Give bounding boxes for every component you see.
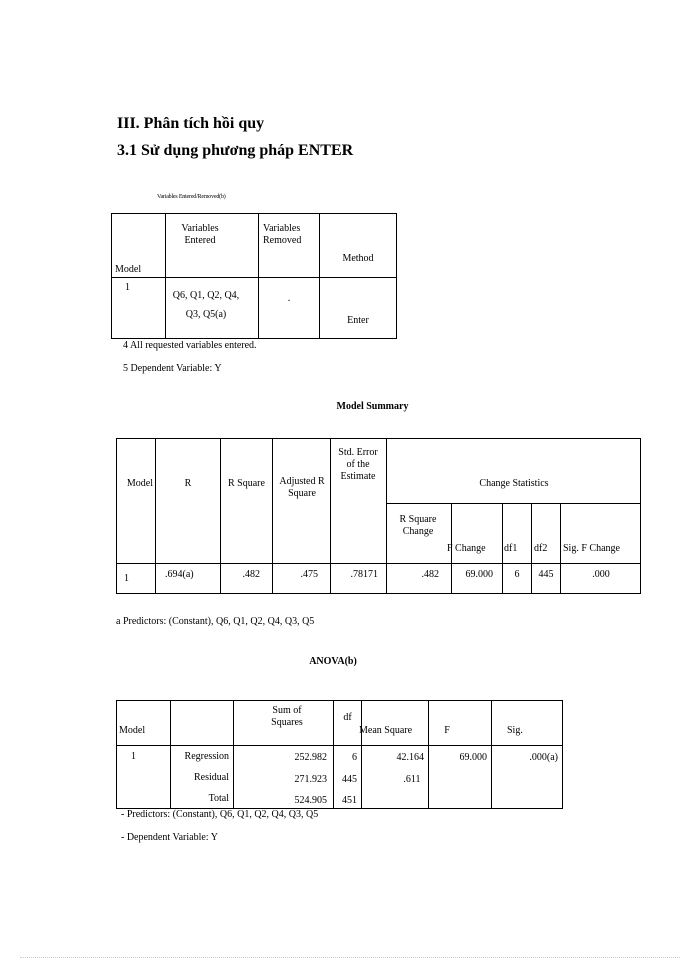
anova-row-label: Residual <box>194 772 229 783</box>
anova-header-sig: Sig. <box>507 725 523 736</box>
ms-cell-r: .694(a) <box>165 569 194 580</box>
anova-header-df: df <box>343 712 352 723</box>
page-footer-divider <box>20 957 680 958</box>
model-summary-title: Model Summary <box>336 401 409 412</box>
method-heading: 3.1 Sử dụng phương pháp ENTER <box>117 142 354 159</box>
vt-header-removed: Variables Removed <box>263 223 302 246</box>
ms-header-r-square-change: R Square Change <box>399 514 437 537</box>
anova-note-2: - Dependent Variable: Y <box>121 832 218 843</box>
variables-table-title: Variables Entered/Removed(b) <box>157 194 226 200</box>
ms-cell-adj-r-square: .475 <box>300 569 318 580</box>
ms-cell-df2: 445 <box>538 569 554 580</box>
anova-cell-sum-squares: 271.923 <box>294 774 327 785</box>
ms-header-r-square: R Square <box>228 478 265 489</box>
anova-cell-df: 445 <box>342 774 357 785</box>
anova-note-1: - Predictors: (Constant), Q6, Q1, Q2, Q4, Q3, Q5 <box>121 809 319 820</box>
anova-cell-mean-square: .611 <box>403 774 421 785</box>
anova-header-f: F <box>444 725 450 736</box>
ms-header-std-error: Std. Error of the Estimate <box>338 447 378 482</box>
ms-header-sig-f-change: Sig. F Change <box>563 543 620 554</box>
ms-cell-df1: 6 <box>514 569 520 580</box>
anova-cell-df: 451 <box>342 795 357 806</box>
anova-cell-sum-squares: 524.905 <box>294 795 327 806</box>
section-heading: III. Phân tích hồi quy <box>117 115 265 132</box>
vt-header-entered: Variables Entered <box>181 223 219 246</box>
anova-header-mean-square: Mean Square <box>359 725 413 736</box>
ms-header-df1: df1 <box>504 543 518 554</box>
ms-cell-sig-f-change: .000 <box>592 569 610 580</box>
vt-cell-entered: Q6, Q1, Q2, Q4, Q3, Q5(a) <box>172 290 240 320</box>
vt-cell-model: 1 <box>125 282 130 293</box>
ms-header-f-change: F Change <box>447 543 486 554</box>
anova-cell-df: 6 <box>352 752 357 763</box>
vt-cell-removed: . <box>287 293 291 304</box>
ms-cell-std-error: .78171 <box>350 569 378 580</box>
anova-cell-model: 1 <box>131 751 136 762</box>
vt-header-method: Method <box>342 253 374 264</box>
anova-cell-sig: .000(a) <box>529 752 558 763</box>
ms-note: a Predictors: (Constant), Q6, Q1, Q2, Q4, Q3, Q5 <box>116 616 315 627</box>
vt-cell-method: Enter <box>347 315 369 326</box>
vt-note-2: 5 Dependent Variable: Y <box>123 363 222 374</box>
anova-cell-f: 69.000 <box>459 752 487 763</box>
anova-title: ANOVA(b) <box>309 656 357 667</box>
ms-header-model: Model <box>126 478 153 489</box>
ms-header-change-stats: Change Statistics <box>479 478 549 489</box>
ms-cell-model: 1 <box>124 573 129 584</box>
anova-row-label: Total <box>208 793 229 804</box>
ms-cell-r-square: .482 <box>242 569 260 580</box>
ms-cell-r-square-change: .482 <box>421 569 439 580</box>
ms-header-adj-r-square: Adjusted R Square <box>279 476 325 499</box>
anova-header-sum-squares: Sum of Squares <box>271 705 303 728</box>
anova-header-model: Model <box>119 725 146 736</box>
vt-note-1: 4 All requested variables entered. <box>123 340 257 351</box>
anova-cell-mean-square: 42.164 <box>396 752 424 763</box>
anova-row-label: Regression <box>184 751 229 762</box>
ms-header-df2: df2 <box>534 543 548 554</box>
ms-header-r: R <box>184 478 192 489</box>
ms-cell-f-change: 69.000 <box>465 569 493 580</box>
vt-header-model: Model <box>115 264 142 275</box>
anova-cell-sum-squares: 252.982 <box>294 752 327 763</box>
